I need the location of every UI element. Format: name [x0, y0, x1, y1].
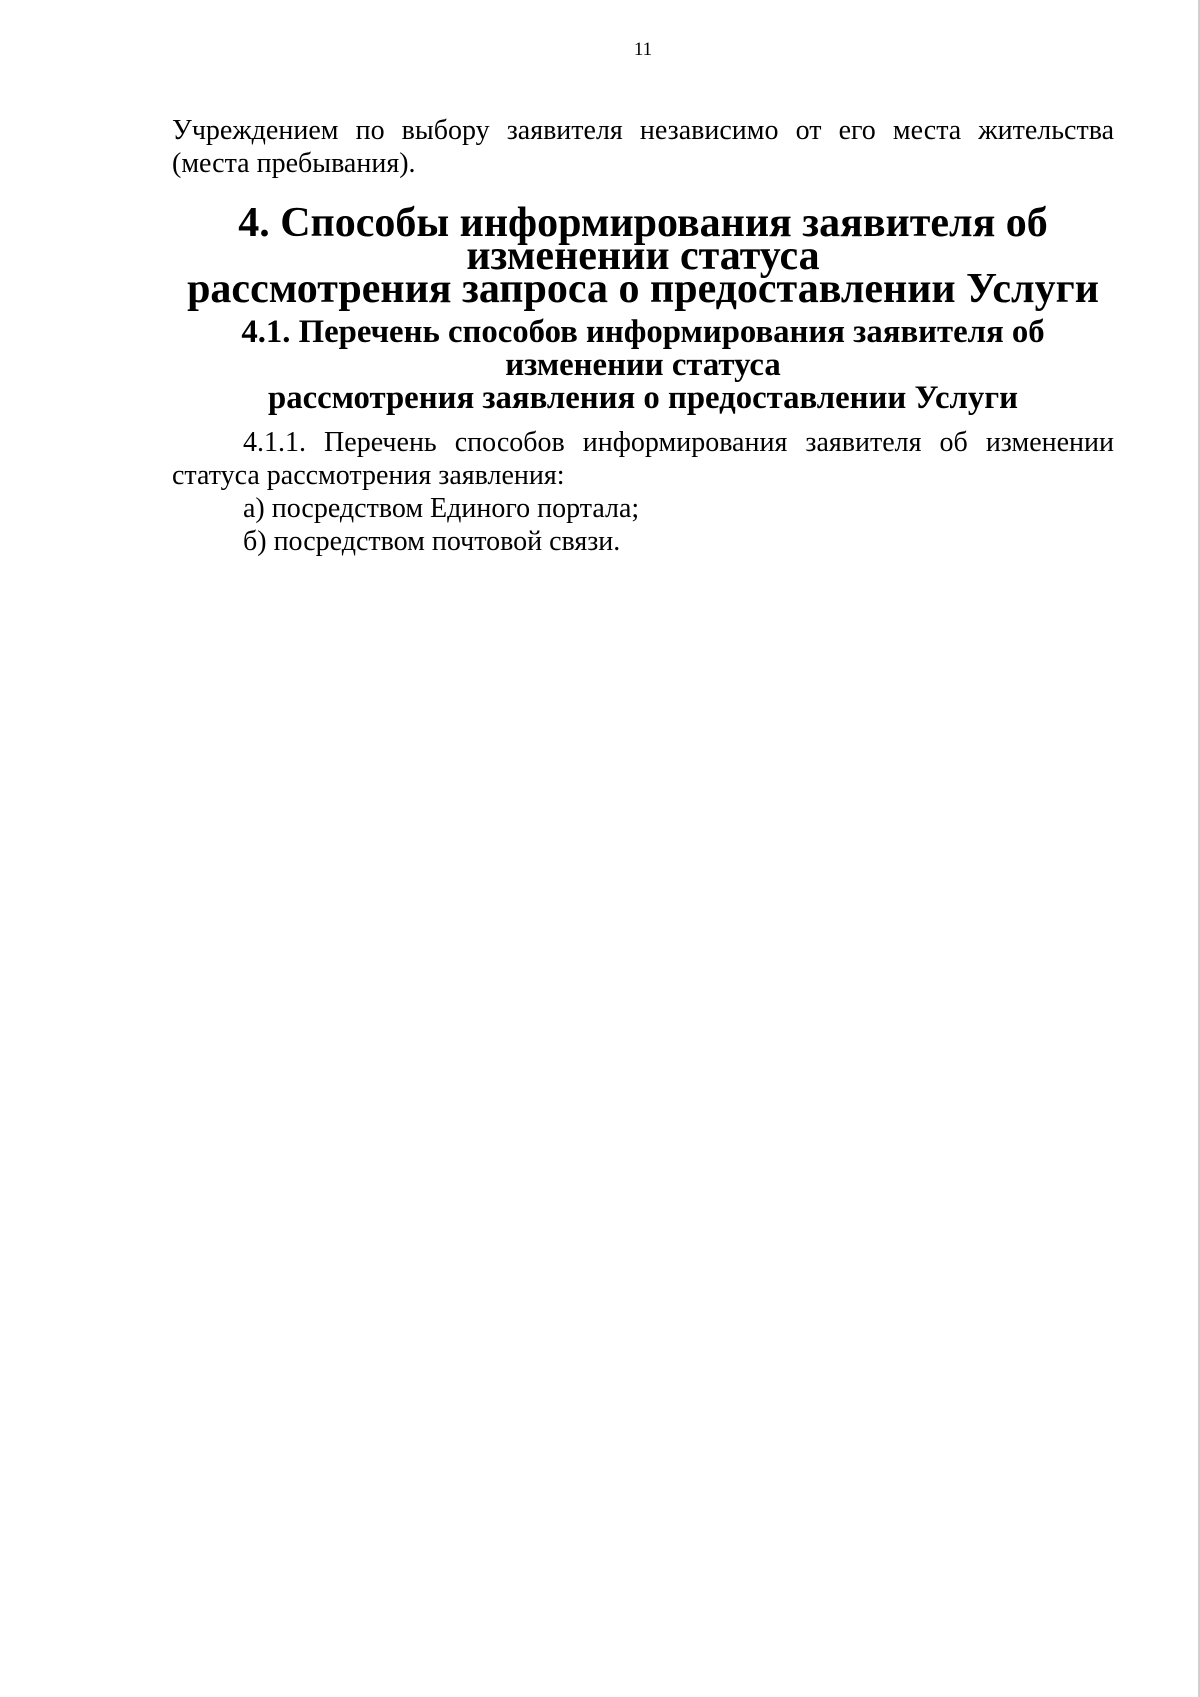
section-4-1-1-line-2: статуса рассмотрения заявления:: [172, 460, 565, 491]
section-4-1-1-paragraph: [172, 426, 1114, 558]
section-4-1-heading: [172, 316, 1114, 415]
intro-line-1: Учреждением по выбору заявителя независимо от его места жительства: [172, 115, 1114, 146]
section-4-heading-line-2: рассмотрения запроса о предоставлении Услуги: [187, 266, 1099, 312]
section-4-heading-line-1: 4. Способы информирования заявителя об изменении статуса: [238, 200, 1048, 279]
section-4-1-heading-line-1: 4.1. Перечень способов информирования заявителя об изменении статуса: [241, 314, 1045, 383]
section-4-heading: [172, 200, 1114, 312]
section-4-1-heading-line-2: рассмотрения заявления о предоставлении Услуги: [267, 380, 1018, 416]
page-number: 11: [633, 39, 653, 60]
intro-paragraph: [172, 114, 1114, 180]
section-4-1-1-line-1: 4.1.1. Перечень способов информирования заявителя об изменении: [243, 427, 1114, 458]
intro-line-2: (места пребывания).: [172, 148, 416, 179]
list-item-single-portal: а) посредством Единого портала;: [243, 493, 640, 524]
document-body: [172, 114, 1114, 558]
list-item-postal-service: б) посредством почтовой связи.: [243, 526, 621, 557]
